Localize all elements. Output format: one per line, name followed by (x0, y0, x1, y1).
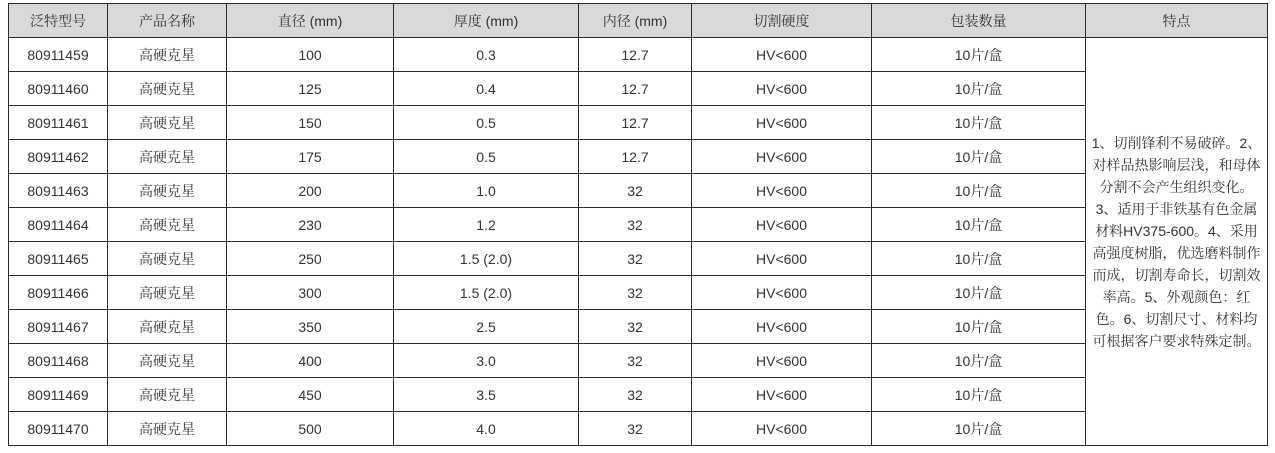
cell-packaging-qty: 10片/盒 (872, 140, 1086, 174)
cell-product-name: 高硬克星 (108, 174, 227, 208)
cell-diameter: 300 (227, 276, 394, 310)
cell-diameter: 450 (227, 378, 394, 412)
cell-bore: 12.7 (579, 38, 692, 72)
cell-bore: 32 (579, 174, 692, 208)
cell-cutting-hardness: HV<600 (692, 344, 872, 378)
cell-bore: 32 (579, 208, 692, 242)
col-header-features: 特点 (1086, 4, 1268, 38)
cell-thickness: 3.0 (394, 344, 579, 378)
cell-diameter: 175 (227, 140, 394, 174)
cell-model: 80911467 (9, 310, 108, 344)
table-row (9, 412, 1268, 446)
cell-cutting-hardness: HV<600 (692, 208, 872, 242)
cell-model: 80911462 (9, 140, 108, 174)
cell-bore: 32 (579, 310, 692, 344)
cell-product-name: 高硬克星 (108, 38, 227, 72)
cell-cutting-hardness: HV<600 (692, 174, 872, 208)
cell-bore: 12.7 (579, 72, 692, 106)
product-spec-table (8, 3, 1268, 446)
cell-thickness: 0.5 (394, 106, 579, 140)
cell-thickness: 1.5 (2.0) (394, 242, 579, 276)
cell-model: 80911464 (9, 208, 108, 242)
cell-cutting-hardness: HV<600 (692, 38, 872, 72)
cell-thickness: 0.4 (394, 72, 579, 106)
cell-diameter: 500 (227, 412, 394, 446)
cell-thickness: 1.0 (394, 174, 579, 208)
cell-model: 80911470 (9, 412, 108, 446)
table-row (9, 344, 1268, 378)
cell-product-name: 高硬克星 (108, 344, 227, 378)
table-row (9, 242, 1268, 276)
cell-thickness: 0.3 (394, 38, 579, 72)
cell-diameter: 200 (227, 174, 394, 208)
cell-diameter: 100 (227, 38, 394, 72)
col-header-bore: 内径 (mm) (579, 4, 692, 38)
cell-product-name: 高硬克星 (108, 106, 227, 140)
col-header-product-name: 产品名称 (108, 4, 227, 38)
cell-product-name: 高硬克星 (108, 310, 227, 344)
table-row (9, 378, 1268, 412)
cell-cutting-hardness: HV<600 (692, 378, 872, 412)
cell-model: 80911459 (9, 38, 108, 72)
cell-thickness: 2.5 (394, 310, 579, 344)
cell-packaging-qty: 10片/盒 (872, 310, 1086, 344)
cell-bore: 32 (579, 412, 692, 446)
cell-bore: 32 (579, 276, 692, 310)
col-header-model: 泛特型号 (9, 4, 108, 38)
cell-thickness: 3.5 (394, 378, 579, 412)
cell-cutting-hardness: HV<600 (692, 412, 872, 446)
cell-model: 80911463 (9, 174, 108, 208)
cell-bore: 32 (579, 378, 692, 412)
table-row (9, 38, 1268, 72)
cell-packaging-qty: 10片/盒 (872, 412, 1086, 446)
cell-product-name: 高硬克星 (108, 72, 227, 106)
cell-packaging-qty: 10片/盒 (872, 38, 1086, 72)
cell-thickness: 1.2 (394, 208, 579, 242)
cell-bore: 32 (579, 344, 692, 378)
cell-thickness: 1.5 (2.0) (394, 276, 579, 310)
cell-packaging-qty: 10片/盒 (872, 208, 1086, 242)
cell-model: 80911461 (9, 106, 108, 140)
cell-diameter: 250 (227, 242, 394, 276)
cell-thickness: 0.5 (394, 140, 579, 174)
cell-thickness: 4.0 (394, 412, 579, 446)
cell-cutting-hardness: HV<600 (692, 242, 872, 276)
cell-model: 80911460 (9, 72, 108, 106)
cell-model: 80911468 (9, 344, 108, 378)
cell-packaging-qty: 10片/盒 (872, 72, 1086, 106)
cell-diameter: 400 (227, 344, 394, 378)
cell-bore: 32 (579, 242, 692, 276)
cell-product-name: 高硬克星 (108, 242, 227, 276)
cell-packaging-qty: 10片/盒 (872, 276, 1086, 310)
cell-cutting-hardness: HV<600 (692, 106, 872, 140)
cell-product-name: 高硬克星 (108, 140, 227, 174)
cell-diameter: 150 (227, 106, 394, 140)
header-row (9, 4, 1268, 38)
cell-features: 1、切削锋利不易破碎。2、对样品热影响层浅，和母体分割不会产生组织变化。3、适用于非铁基有色金属材料HV375-600。4、采用高强度树脂，优选磨料制作而成，切割寿命长，切割效率高。5、外观颜色：红色。6、切割尺寸、材料均可根据客户要求特殊定制。 (1086, 38, 1268, 446)
col-header-packaging-qty: 包装数量 (872, 4, 1086, 38)
table-row (9, 174, 1268, 208)
cell-packaging-qty: 10片/盒 (872, 174, 1086, 208)
cell-model: 80911466 (9, 276, 108, 310)
cell-cutting-hardness: HV<600 (692, 72, 872, 106)
cell-packaging-qty: 10片/盒 (872, 242, 1086, 276)
table-row (9, 72, 1268, 106)
cell-product-name: 高硬克星 (108, 378, 227, 412)
col-header-cutting-hardness: 切割硬度 (692, 4, 872, 38)
cell-diameter: 350 (227, 310, 394, 344)
cell-packaging-qty: 10片/盒 (872, 378, 1086, 412)
table-row (9, 140, 1268, 174)
cell-packaging-qty: 10片/盒 (872, 344, 1086, 378)
table-row (9, 276, 1268, 310)
cell-model: 80911469 (9, 378, 108, 412)
cell-diameter: 125 (227, 72, 394, 106)
table-row (9, 208, 1268, 242)
table-row (9, 310, 1268, 344)
cell-product-name: 高硬克星 (108, 208, 227, 242)
cell-cutting-hardness: HV<600 (692, 310, 872, 344)
cell-product-name: 高硬克星 (108, 412, 227, 446)
cell-bore: 12.7 (579, 140, 692, 174)
col-header-thickness: 厚度 (mm) (394, 4, 579, 38)
cell-cutting-hardness: HV<600 (692, 276, 872, 310)
cell-cutting-hardness: HV<600 (692, 140, 872, 174)
cell-model: 80911465 (9, 242, 108, 276)
cell-packaging-qty: 10片/盒 (872, 106, 1086, 140)
col-header-diameter: 直径 (mm) (227, 4, 394, 38)
cell-bore: 12.7 (579, 106, 692, 140)
cell-diameter: 230 (227, 208, 394, 242)
table-row (9, 106, 1268, 140)
cell-product-name: 高硬克星 (108, 276, 227, 310)
